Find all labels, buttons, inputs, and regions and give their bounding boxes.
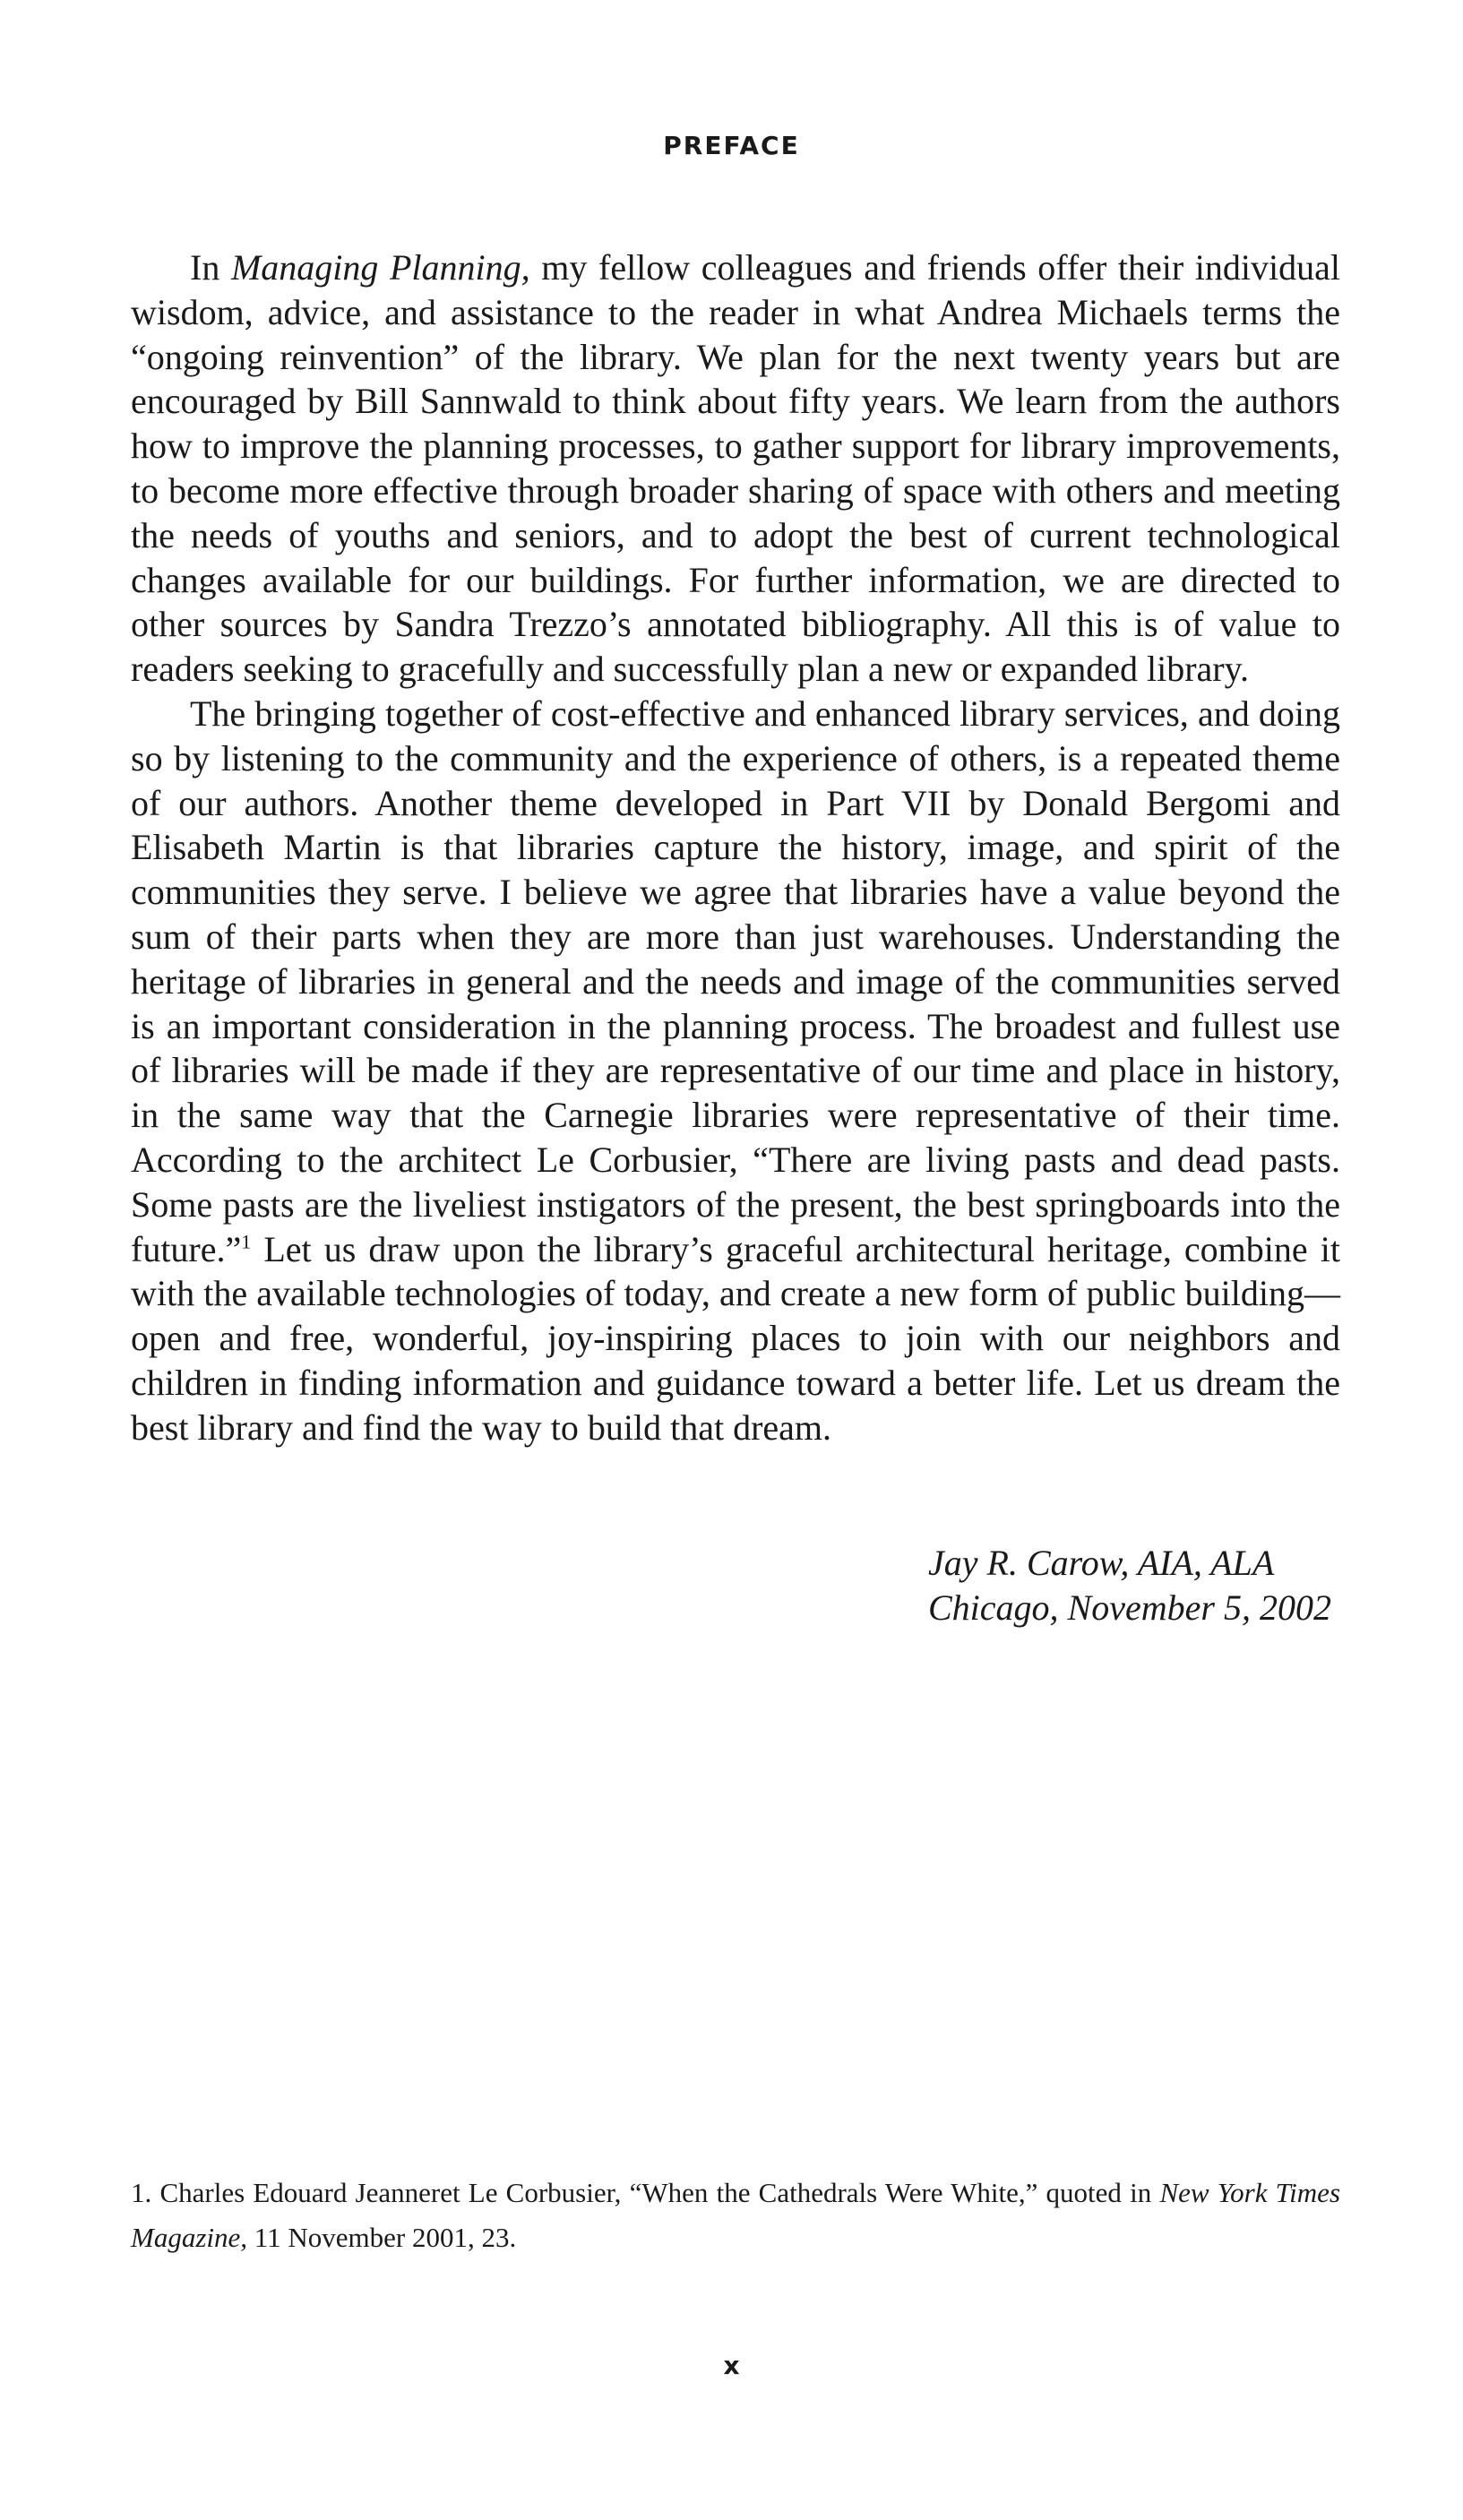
page-heading: PREFACE — [663, 131, 800, 160]
preface-body — [131, 245, 1340, 1450]
paragraph-1-text: my fellow colleagues and friends offer their individual wisdom, advice, and assistance to the reader in what Andrea Michaels terms the “ongoing reinvention” of the library. We plan for the next twenty years but are encouraged by Bill Sannwald to think about fifty years. We learn from the authors how to improve the planning processes, to gather support for library improvements, to become more effective through broader sharing of space with others and meeting the needs of youths and seniors, and to adopt the best of current technological changes available for our buildings. For further information, we are directed to other sources by Sandra Trezzo’s annotated bibliography. All this is of value to readers seeking to gracefully and successfully plan a new or expanded library. — [131, 247, 1341, 690]
paragraph-1-intro: In — [190, 247, 231, 288]
footnote-text-b: 11 November 2001, 23. — [247, 2222, 517, 2253]
footnote — [131, 2171, 1340, 2260]
paragraph-2-text-b: Let us draw upon the library’s graceful architectural heritage, combine it with the available technologies of today, and create a new form of public building—open and free, wonderful, joy-inspiring places to join with our neighbors and children in finding information and guidance toward a better life. Let us dream the best library and find the way to build that dream. — [131, 1228, 1340, 1448]
book-title: Managing Planning, — [230, 247, 530, 288]
paragraph-1 — [131, 245, 1340, 692]
signature-block — [928, 1541, 1376, 1630]
footnote-reference[interactable]: 1 — [241, 1230, 252, 1253]
footnote-text-a: 1. Charles Edouard Jeanneret Le Corbusier, “When the Cathedrals Were White,” quoted in — [131, 2177, 1160, 2208]
paragraph-2-text-a: The bringing together of cost-effective and enhanced library services, and doing so by listening to the community and the experience of others, is a repeated theme of our authors. Another theme developed in Part VII by Donald Bergomi and Elisabeth Martin is that libraries capture the history, image, and spirit of the communities they serve. I believe we agree that libraries have a value beyond the sum of their parts when they are more than just warehouses. Understanding the heritage of libraries in general and the needs and image of the communities served is an important consideration in the planning process. The broadest and fullest use of libraries will be made if they are representative of our time and place in history, in the same way that the Carnegie libraries were representative of their time. According to the architect Le Corbusier, “There are living pasts and dead pasts. Some pasts are the liveliest instigators of the present, the best springboards into the future.” — [131, 692, 1340, 1269]
page-number: x — [723, 2351, 740, 2380]
signature-name: Jay R. Carow, AIA, ALA — [928, 1543, 1275, 1583]
paragraph-2 — [131, 692, 1340, 1450]
footnote-source-title: New York Times Magazine, — [131, 2177, 1341, 2253]
signature-place-date: Chicago, November 5, 2002 — [928, 1587, 1331, 1628]
